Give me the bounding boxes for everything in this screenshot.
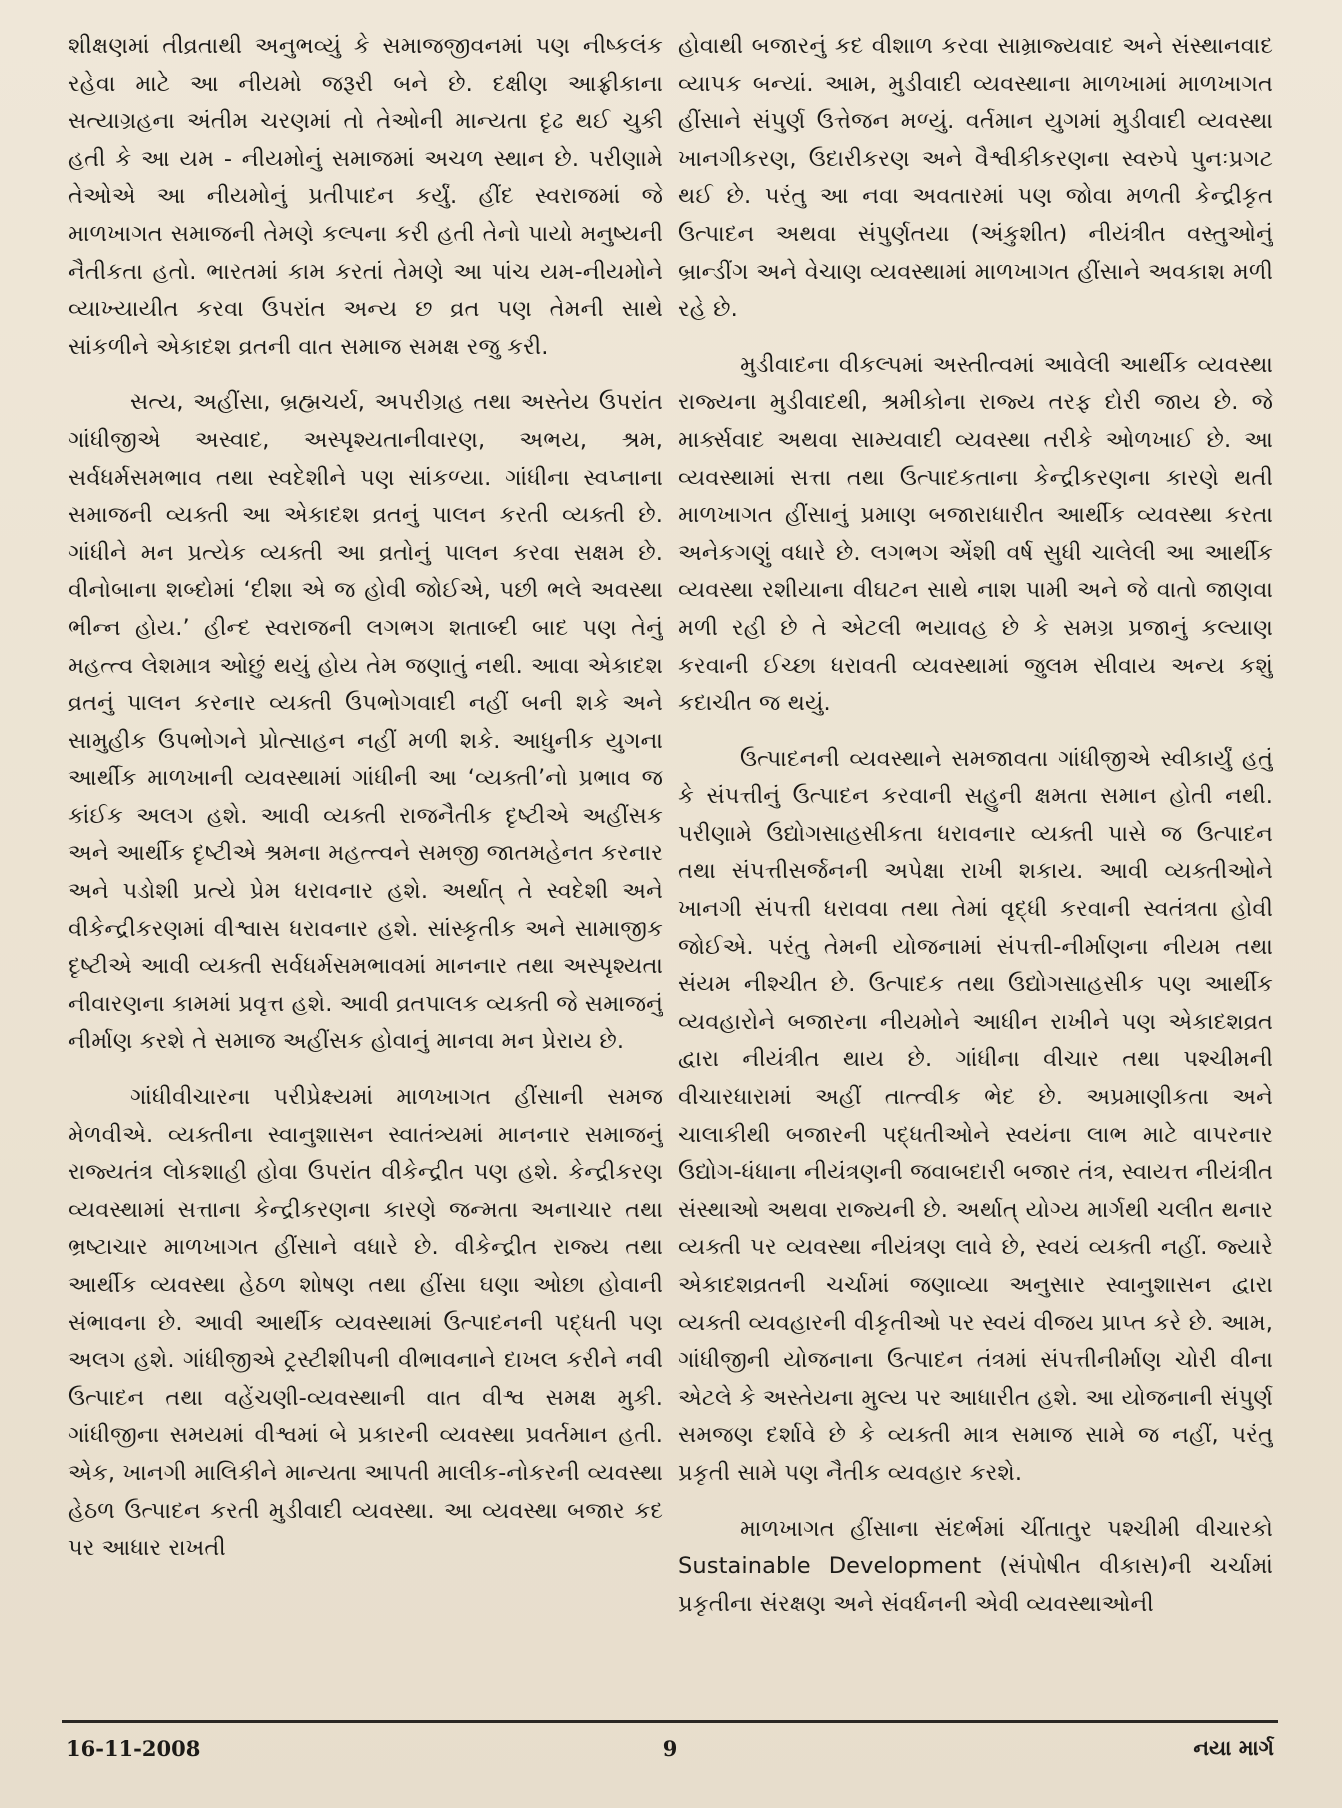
footer-rule	[62, 1720, 1278, 1723]
paragraph: ઉત્પાદનની વ્યવસ્થાને સમજાવતા ગાંધીજીએ સ્વીકાર્યું હતું કે સંપત્તીનું ઉત્પાદન કરવાની સહુની ક્ષમતા સમાન હોતી નથી. પરીણામે ઉદ્યોગસાહસીકતા ધરાવનાર વ્યક્તી પાસે જ ઉત્પાદન તથા સંપત્તીસર્જનની અપેક્ષા રાખી શકાય. આવી વ્યક્તીઓને ખાનગી સંપત્તી ધરાવવા તથા તેમાં વૃદ્ધી કરવાની સ્વતંત્રતા હોવી જોઈએ. પરંતુ તેમની યોજનામાં સંપત્તી-નીર્માણના નીયમ તથા સંયમ નીશ્ચીત છે. ઉત્પાદક તથા ઉદ્યોગસાહસીક પણ આર્થીક વ્યવહારોને બજારના નીયમોને આધીન રાખીને પણ એકાદશવ્રત દ્વારા નીયંત્રીત થાય છે. ગાંધીના વીચાર તથા પશ્ચીમની વીચારધારામાં અહીં તાત્ત્વીક ભેદ છે. અપ્રમાણીકતા અને ચાલાકીથી બજારની પદ્ધતીઓને સ્વયંના લાભ માટે વાપરનાર ઉદ્યોગ-ધંધાના નીયંત્રણની જવાબદારી બજાર તંત્ર, સ્વાયત્ત નીયંત્રીત સંસ્થાઓ અથવા રાજ્યની છે. અર્થાત્ યોગ્ય માર્ગથી ચલીત થનાર વ્યક્તી પર વ્યવસ્થા નીયંત્રણ લાવે છે, સ્વયં વ્યક્તી નહીં. જ્યારે એકાદશવ્રતની ચર્ચામાં જણાવ્યા અનુસાર સ્વાનુશાસન દ્વારા વ્યક્તી વ્યવહારની વીકૃતીઓ પર સ્વયં વીજય પ્રાપ્ત કરે છે. આમ, ગાંધીજીની યોજનાના ઉત્પાદન તંત્રમાં સંપત્તીનીર્માણ ચોરી વીના એટલે કે અસ્તેયના મુલ્ય પર આધારીત હશે. આ યોજનાની સંપુર્ણ સમજણ દર્શાવે છે કે વ્યક્તી માત્ર સમાજ સામે જ નહીં, પરંતુ પ્રકૃતી સામે પણ નૈતીક વ્યવહાર કરશે.	[678, 745, 1273, 1486]
paragraph: ગાંધીવીચારના પરીપ્રેક્ષ્યમાં માળખાગત હીંસાની સમજ મેળવીએ. વ્યક્તીના સ્વાનુશાસન સ્વાતંત્ર્યમાં માનનાર સમાજનું રાજ્યતંત્ર લોકશાહી હોવા ઉપરાંત વીકેન્દ્રીત પણ હશે. કેન્દ્રીકરણ વ્યવસ્થામાં સત્તાના કેન્દ્રીકરણના કારણે જન્મતા અનાચાર તથા ભ્રષ્ટાચાર માળખાગત હીંસાને વધારે છે. વીકેન્દ્રીત રાજ્ય તથા આર્થીક વ્યવસ્થા હેઠળ શોષણ તથા હીંસા ઘણા ઓછા હોવાની સંભાવના છે. આવી આર્થીક વ્યવસ્થામાં ઉત્પાદનની પદ્ધતી પણ અલગ હશે. ગાંધીજીએ ટ્રસ્ટીશીપની વીભાવનાને દાખલ કરીને નવી ઉત્પાદન તથા વહેંચણી-વ્યવસ્થાની વાત વીશ્વ સમક્ષ મુકી. ગાંધીજીના સમયમાં વીશ્વમાં બે પ્રકારની વ્યવસ્થા પ્રવર્તમાન હતી. એક, ખાનગી માલિકીને માન્યતા આપતી માલીક-નોકરની વ્યવસ્થા હેઠળ ઉત્પાદન કરતી મુડીવાદી વ્યવસ્થા. આ વ્યવસ્થા બજાર કદ પર આધાર રાખતી	[68, 1084, 663, 1562]
paragraph: શીક્ષણમાં તીવ્રતાથી અનુભવ્યું કે સમાજજીવનમાં પણ નીષ્કલંક રહેવા માટે આ નીયમો જરૂરી બને છે. દક્ષીણ આફ્રીકાના સત્યાગ્રહના અંતીમ ચરણમાં તો તેઓની માન્યતા દૃઢ થઈ ચુકી હતી કે આ યમ - નીયમોનું સમાજમાં અચળ સ્થાન છે. પરીણામે તેઓએ આ નીયમોનું પ્રતીપાદન કર્યું. હીંદ સ્વરાજમાં જે માળખાગત સમાજની તેમણે કલ્પના કરી હતી તેનો પાયો મનુષ્યની નૈતીકતા હતો. ભારતમાં કામ કરતાં તેમણે આ પાંચ યમ-નીયમોને વ્યાખ્યાયીત કરવા ઉપરાંત અન્ય છ વ્રત પણ તેમની સાથે સાંકળીને એકાદશ વ્રતની વાત સમાજ સમક્ષ રજુ કરી.	[68, 33, 663, 360]
right-column	[678, 28, 1273, 1710]
issue-date: 16-11-2008	[66, 1736, 201, 1761]
magazine-name: નયા માર્ગ	[1193, 1736, 1274, 1760]
paragraph: મુડીવાદના વીકલ્પમાં અસ્તીત્વમાં આવેલી આર્થીક વ્યવસ્થા રાજ્યના મુડીવાદથી, શ્રમીકોના રાજ્ય તરફ દોરી જાય છે. જે માર્ક્સવાદ અથવા સામ્યવાદી વ્યવસ્થા તરીકે ઓળખાઈ છે. આ વ્યવસ્થામાં સત્તા તથા ઉત્પાદકતાના કેન્દ્રીકરણના કારણે થતી માળખાગત હીંસાનું પ્રમાણ બજારાધારીત આર્થીક વ્યવસ્થા કરતા અનેકગણું વધારે છે. લગભગ એંશી વર્ષ સુધી ચાલેલી આ આર્થીક વ્યવસ્થા રશીયાના વીઘટન સાથે નાશ પામી અને જે વાતો જાણવા મળી રહી છે તે એટલી ભયાવહ છે કે સમગ્ર પ્રજાનું કલ્યાણ કરવાની ઈચ્છા ધરાવતી વ્યવસ્થામાં જુલમ સીવાય અન્ય કશું કદાચીત જ થયું.	[678, 351, 1273, 717]
paragraph: હોવાથી બજારનું કદ વીશાળ કરવા સામ્રાજ્યવાદ અને સંસ્થાનવાદ વ્યાપક બન્યાં. આમ, મુડીવાદી વ્યવસ્થાના માળખામાં માળખાગત હીંસાને સંપુર્ણ ઉત્તેજન મળ્યું. વર્તમાન યુગમાં મુડીવાદી વ્યવસ્થા ખાનગીકરણ, ઉદારીકરણ અને વૈશ્વીકીકરણના સ્વરુપે પુનઃપ્રગટ થઈ છે. પરંતુ આ નવા અવતારમાં પણ જોવા મળતી કેન્દ્રીકૃત ઉત્પાદન અથવા સંપુર્ણતયા (અંકુશીત) નીયંત્રીત વસ્તુઓનું બ્રાન્ડીંગ અને વેચાણ વ્યવસ્થામાં માળખાગત હીંસાને અવકાશ મળી રહે છે.	[678, 33, 1273, 323]
left-column	[68, 28, 663, 1710]
paragraph: સત્ય, અહીંસા, બ્રહ્મચર્ય, અપરીગ્રહ તથા અસ્તેય ઉપરાંત ગાંધીજીએ અસ્વાદ, અસ્પૃશ્યતાનીવારણ, અભય, શ્રમ, સર્વધર્મસમભાવ તથા સ્વદેશીને પણ સાંકળ્યા. ગાંધીના સ્વપ્નાના સમાજની વ્યક્તી આ એકાદશ વ્રતનું પાલન કરતી વ્યક્તી છે. ગાંધીને મન પ્રત્યેક વ્યક્તી આ વ્રતોનું પાલન કરવા સક્ષમ છે. વીનોબાના શબ્દોમાં ‘દીશા એ જ હોવી જોઈએ, પછી ભલે અવસ્થા ભીન્ન હોય.’ હીન્દ સ્વરાજની લગભગ શતાબ્દી બાદ પણ તેનું મહત્ત્વ લેશમાત્ર ઓછું થયું હોય તેમ જણાતું નથી. આવા એકાદશ વ્રતનું પાલન કરનાર વ્યક્તી ઉપભોગવાદી નહીં બની શકે અને સામુહીક ઉપભોગને પ્રોત્સાહન નહીં મળી શકે. આધુનીક યુગના આર્થીક માળખાની વ્યવસ્થામાં ગાંધીની આ ‘વ્યક્તી’નો પ્રભાવ જ કાંઈક અલગ હશે. આવી વ્યક્તી રાજનૈતીક દૃષ્ટીએ અહીંસક અને આર્થીક દૃષ્ટીએ શ્રમના મહત્ત્વને સમજી જાતમહેનત કરનાર અને પડોશી પ્રત્યે પ્રેમ ધરાવનાર હશે. અર્થાત્ તે સ્વદેશી અને વીકેન્દ્રીકરણમાં વીશ્વાસ ધરાવનાર હશે. સાંસ્કૃતીક અને સામાજીક દૃષ્ટીએ આવી વ્યક્તી સર્વધર્મસમભાવમાં માનનાર તથા અસ્પૃશ્યતા નીવારણના કામમાં પ્રવૃત્ત હશે. આવી વ્રતપાલક વ્યક્તી જે સમાજનું નીર્માણ કરશે તે સમાજ અહીંસક હોવાનું માનવા મન પ્રેરાય છે.	[68, 389, 663, 1055]
paragraph: માળખાગત હીંસાના સંદર્ભમાં ચીંતાતુર પશ્ચીમી વીચારકો Sustainable Development (સંપોષીત વીકાસ)ની ચર્ચામાં પ્રકૃતીના સંરક્ષણ અને સંવર્ધનની એવી વ્યવસ્થાઓની	[678, 1515, 1273, 1617]
page-footer	[62, 1736, 1278, 1772]
page-number: 9	[662, 1736, 678, 1761]
